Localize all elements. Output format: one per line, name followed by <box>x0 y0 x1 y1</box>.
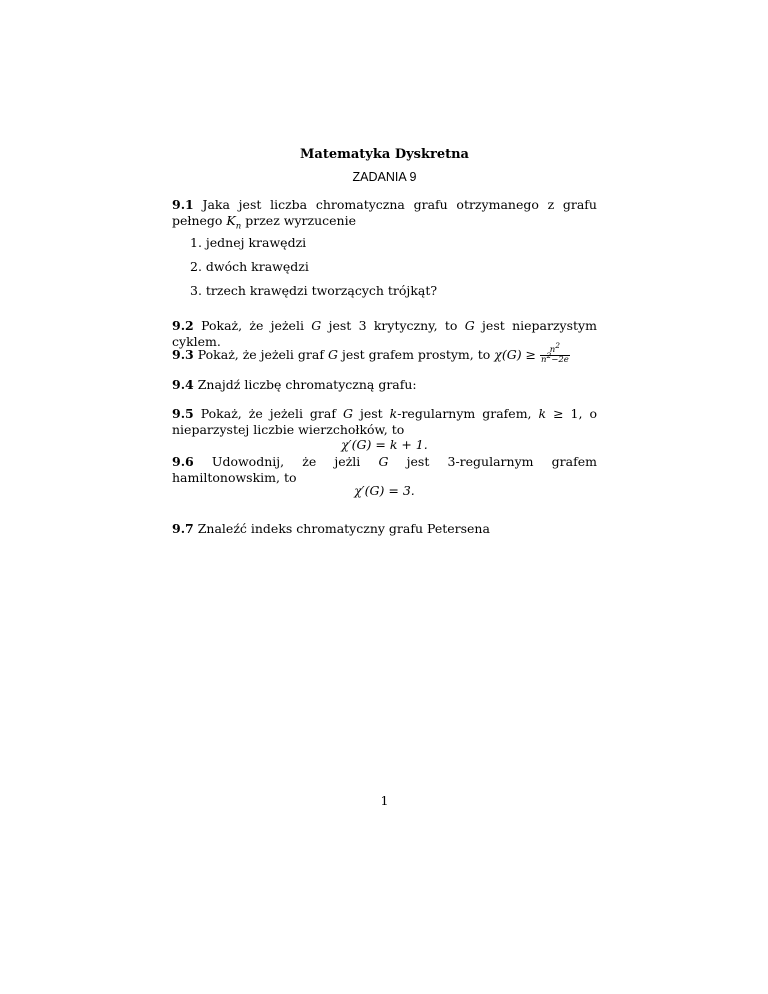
problem-text: 9.7 Znaleźć indeks chromatyczny grafu Petersena <box>172 521 490 536</box>
problem-number: 9.3 <box>172 347 194 362</box>
list-item: 2. dwóch krawędzi <box>190 259 309 274</box>
list-item: 3. trzech krawędzi tworzących trójkąt? <box>190 283 438 298</box>
page-number: 1 <box>380 793 389 808</box>
problem-text: 9.1 Jaka jest liczba chromatyczna grafu otrzymanego z grafu pełnego $K_n$ przez wyrzucenie <box>172 197 597 232</box>
problem-text: 9.4 Znajdź liczbę chromatyczną grafu: <box>172 377 417 392</box>
chi-symbol: χ <box>494 347 502 362</box>
problem-9-4 <box>172 377 597 393</box>
problem-text: 9.2 Pokaż, że jeżeli G jest 3 krytyczny, to G jest nieparzystym cyklem. <box>172 318 597 349</box>
fraction: $\frac{n^2}{n^2-2e}$ <box>541 341 569 365</box>
document-title: Matematyka Dyskretna <box>300 147 469 162</box>
problem-9-3 <box>172 341 597 365</box>
problem-number: 9.2 <box>172 318 194 333</box>
problem-number: 9.1 <box>172 197 194 212</box>
problem-text: 9.6 Udowodnij, że jeżli G jest 3-regularnym grafem hamiltonowskim, to <box>172 454 597 485</box>
problem-number: 9.4 <box>172 377 194 392</box>
math-var: $K_n$ <box>226 213 242 232</box>
problem-9-5 <box>172 406 597 438</box>
problem-9-1 <box>172 197 597 232</box>
problem-9-7 <box>172 521 597 537</box>
formula-9-5: χ′(G) = k + 1. <box>341 437 428 452</box>
problem-text: 9.5 Pokaż, że jeżeli graf G jest k-regularnym grafem, k ≥ 1, o nieparzystej liczbie wierzchołków, to <box>172 406 597 437</box>
problem-number: 9.5 <box>172 406 194 421</box>
problem-text: 9.3 Pokaż, że jeżeli graf G jest grafem prostym, to χ(G) ≥ $\frac{n^2}{n^2-2e}$ <box>172 341 569 365</box>
problem-9-6 <box>172 454 597 486</box>
list-item: 1. jednej krawędzi <box>190 235 307 250</box>
problem-number: 9.6 <box>172 454 194 469</box>
formula-9-6: χ′(G) = 3. <box>354 483 415 498</box>
problem-number: 9.7 <box>172 521 194 536</box>
document-subtitle: ZADANIA 9 <box>352 170 417 184</box>
document-page <box>172 0 597 994</box>
